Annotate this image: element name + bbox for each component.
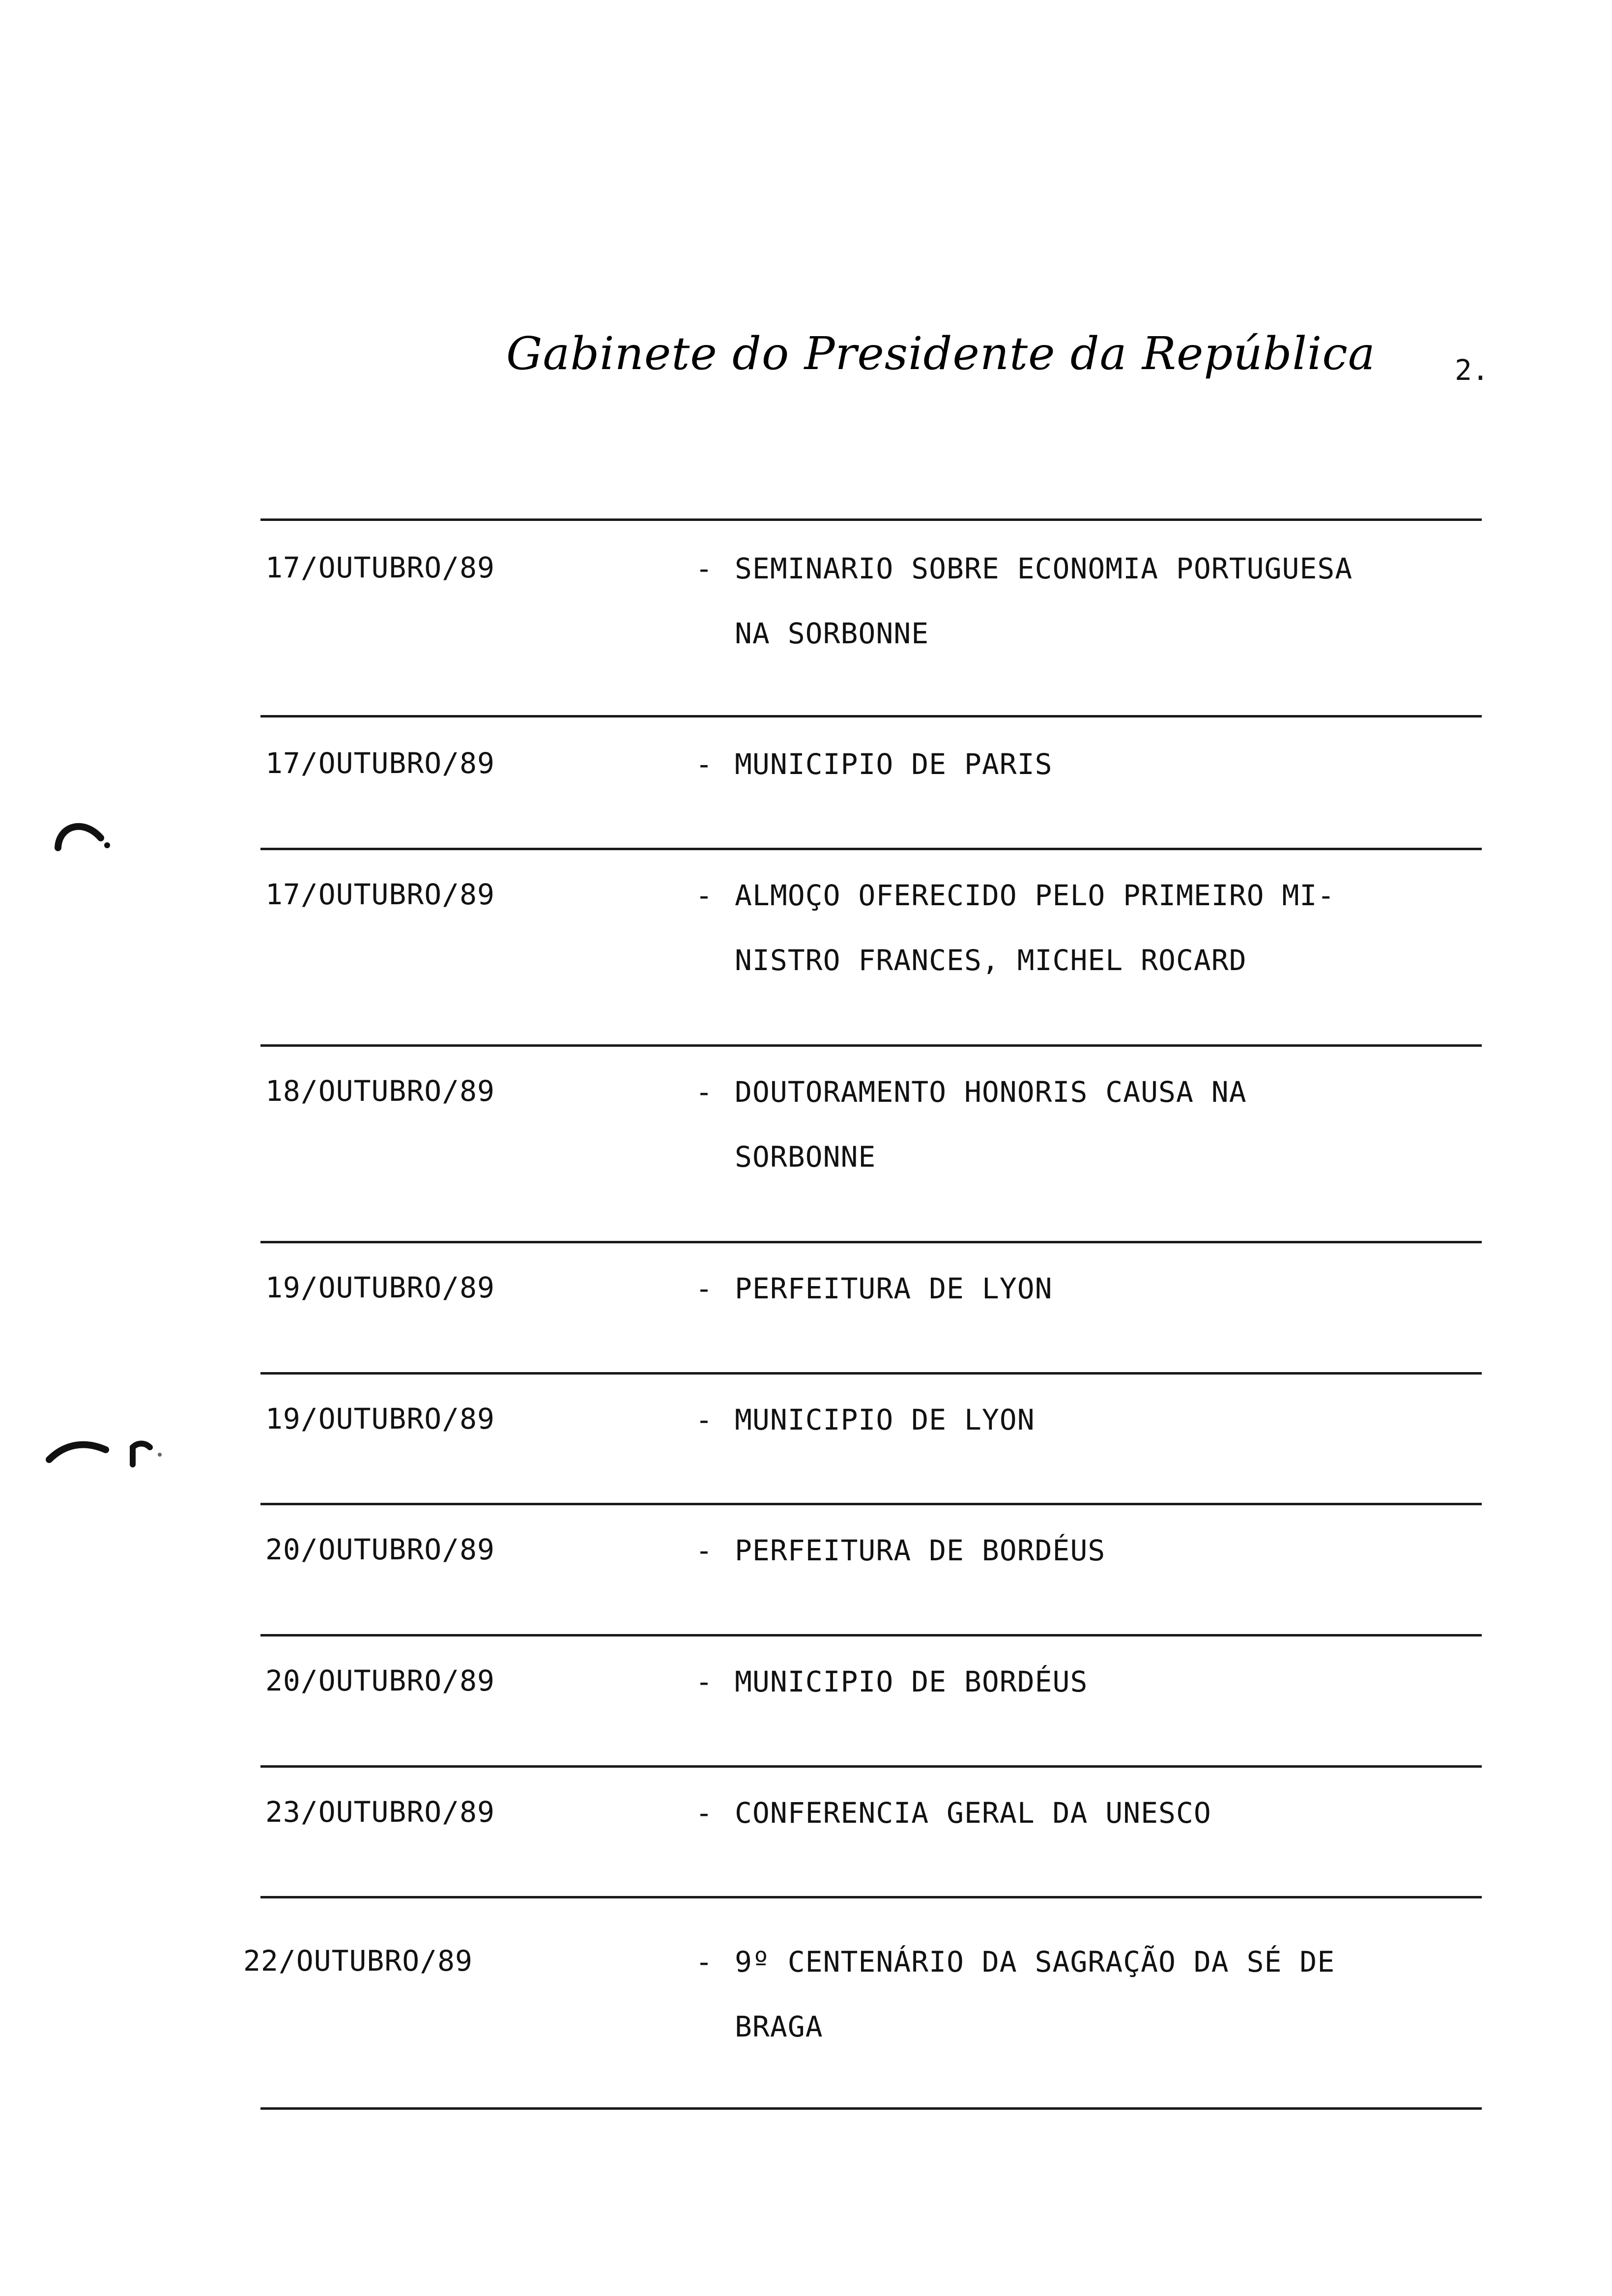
event-date: 17/OUTUBRO/89 [265,878,495,911]
page-number: 2. [1455,353,1489,387]
event-text-line1: MUNICIPIO DE PARIS [735,747,1053,781]
event-date: 20/OUTUBRO/89 [265,1533,495,1566]
event-description [695,1796,1462,1830]
divider-rule [260,1372,1482,1375]
event-date: 19/OUTUBRO/89 [265,1402,495,1435]
event-dash: - [695,1796,713,1830]
event-text-line1: MUNICIPIO DE BORDÉUS [735,1665,1088,1698]
event-dash: - [695,747,713,781]
event-description [695,1533,1462,1568]
event-description [695,878,1462,977]
event-dash: - [695,879,713,912]
event-text-line1: PERFEITURA DE LYON [735,1272,1053,1305]
event-date: 22/OUTUBRO/89 [243,1944,473,1978]
divider-rule [260,1503,1482,1505]
letterhead-title: Gabinete do Presidente da República [506,327,1376,380]
event-text-line2: BRAGA [735,2010,823,2043]
event-dash: - [695,1534,713,1567]
divider-rule [260,1634,1482,1636]
event-description [695,747,1462,781]
event-text-line2: NA SORBONNE [735,617,929,650]
event-dash: - [695,1403,713,1436]
divider-rule [260,1044,1482,1047]
event-date: 19/OUTUBRO/89 [265,1271,495,1304]
divider-rule [260,2107,1482,2110]
event-date: 20/OUTUBRO/89 [265,1664,495,1697]
event-dash: - [695,1075,713,1109]
event-date: 23/OUTUBRO/89 [265,1795,495,1829]
event-description [695,1271,1462,1306]
event-text-line1: DOUTORAMENTO HONORIS CAUSA NA [735,1075,1247,1109]
event-description [695,1665,1462,1699]
event-dash: - [695,1945,713,1979]
margin-mark [44,1425,172,1484]
divider-rule [260,715,1482,718]
event-description [695,1945,1462,2044]
event-dash: - [695,1665,713,1698]
divider-rule [260,1896,1482,1898]
event-text-line1: 9º CENTENÁRIO DA SAGRAÇÃO DA SÉ DE [735,1945,1335,1979]
event-description [695,1075,1462,1174]
event-date: 17/OUTUBRO/89 [265,551,495,584]
event-text-line1: ALMOÇO OFERECIDO PELO PRIMEIRO MI- [735,879,1335,912]
event-text-line2: SORBONNE [735,1140,876,1174]
event-date: 18/OUTUBRO/89 [265,1074,495,1108]
divider-rule [260,1241,1482,1243]
event-description [695,551,1462,651]
event-dash: - [695,552,713,585]
event-text-line1: CONFERENCIA GERAL DA UNESCO [735,1796,1211,1830]
margin-mark [49,811,118,860]
divider-rule [260,848,1482,850]
event-text-line1: MUNICIPIO DE LYON [735,1403,1035,1436]
event-date: 17/OUTUBRO/89 [265,746,495,780]
event-text-line1: SEMINARIO SOBRE ECONOMIA PORTUGUESA [735,552,1353,585]
divider-rule [260,1765,1482,1768]
event-description [695,1403,1462,1437]
divider-rule [260,518,1482,521]
event-dash: - [695,1272,713,1305]
event-text-line1: PERFEITURA DE BORDÉUS [735,1534,1106,1567]
event-text-line2: NISTRO FRANCES, MICHEL ROCARD [735,944,1247,977]
